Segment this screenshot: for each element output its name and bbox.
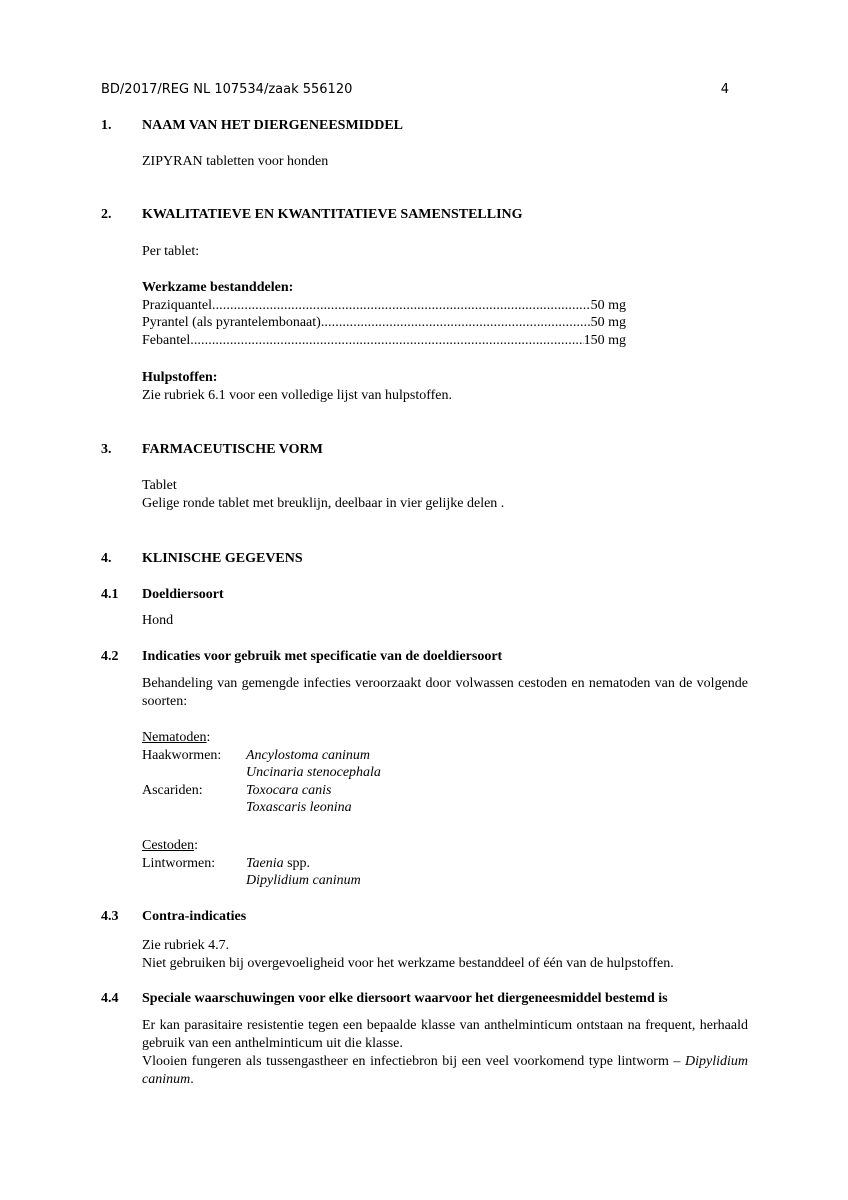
worm-row [142, 747, 748, 765]
section-number: 4. [101, 551, 112, 566]
ingredient-amount: 50 mg [590, 315, 626, 330]
leader-dots [321, 314, 591, 332]
worm-row [142, 799, 748, 817]
species-name: Dipylidium caninum [246, 873, 361, 888]
cestodes-list: Cestoden: Lintwormen: Taenia spp. Dipylidium caninum [142, 837, 748, 890]
form-description: Gelige ronde tablet met breuklijn, deelbaar in vier gelijke delen . [142, 495, 505, 511]
contraindications-text [142, 937, 748, 972]
section-number: 1. [101, 118, 112, 133]
species-name: Toxascaris leonina [246, 800, 352, 815]
excipients-text: Zie rubriek 6.1 voor een volledige lijst van hulpstoffen. [142, 387, 453, 403]
section-number: 4.2 [101, 649, 119, 664]
leader-dots [190, 332, 583, 350]
worm-label: Ascariden: [142, 782, 203, 798]
leader-dots [212, 297, 591, 315]
species-name: Toxocara canis [246, 782, 332, 798]
worm-row [142, 855, 748, 873]
section-title: KLINISCHE GEGEVENS [142, 551, 303, 566]
section-title: Indicaties voor gebruik met specificatie van de doeldiersoort [142, 649, 503, 664]
worm-row [142, 782, 748, 800]
section-number: 4.4 [101, 991, 119, 1006]
excipients [142, 369, 748, 404]
warnings-paragraph-1: Er kan parasitaire resistentie tegen een bepaalde klasse van anthelminticum ontstaan na frequent, herhaald gebruik van een anthelminticum uit die klasse. [142, 1018, 748, 1051]
active-ingredients-heading: Werkzame bestanddelen: [142, 280, 294, 295]
target-species: Hond [142, 613, 174, 628]
ingredient-name: Praziquantel [142, 297, 212, 313]
section-title: Speciale waarschuwingen voor elke diersoort waarvoor het diergeneesmiddel bestemd is [142, 991, 668, 1006]
species-name: Uncinaria stenocephala [246, 765, 381, 780]
active-ingredients [142, 279, 748, 349]
form-line: Tablet [142, 478, 177, 493]
pharmaceutical-form [142, 477, 748, 512]
ingredient-amount: 150 mg [583, 332, 626, 348]
section-number: 3. [101, 442, 112, 457]
worm-row [142, 872, 748, 890]
cestodes-heading: Cestoden [142, 838, 195, 853]
ingredient-name: Pyrantel (als pyrantelembonaat) [142, 315, 321, 330]
warnings-text: Vlooien fungeren als tussengastheer en infectiebron bij een veel voorkomend type lintworm – [142, 1054, 681, 1069]
nematodes-heading: Nematoden [142, 730, 207, 745]
ingredient-amount: 50 mg [590, 297, 626, 313]
section-number: 4.3 [101, 909, 119, 924]
page-number: 4 [720, 82, 729, 97]
worm-label: Lintwormen: [142, 855, 216, 871]
contraindication-line: Zie rubriek 4.7. [142, 938, 230, 953]
section-title: NAAM VAN HET DIERGENEESMIDDEL [142, 118, 403, 133]
section-title: Contra-indicaties [142, 909, 247, 924]
excipients-heading: Hulpstoffen: [142, 370, 218, 385]
species-name: Ancylostoma caninum [246, 747, 371, 763]
warnings-paragraph-2 [142, 1053, 748, 1088]
section-title: Doeldiersoort [142, 587, 224, 602]
ingredient-row [142, 314, 626, 332]
section-title: FARMACEUTISCHE VORM [142, 442, 323, 457]
sentence-end: . [190, 1071, 194, 1087]
species-name: Dipylidium caninum [142, 1054, 749, 1087]
product-name: ZIPYRAN tabletten voor honden [142, 154, 329, 169]
species-name: Taenia [246, 855, 284, 871]
section-number: 4.1 [101, 587, 119, 602]
ingredient-name: Febantel [142, 332, 191, 348]
species-suffix: spp. [283, 855, 311, 871]
reference-number: BD/2017/REG NL 107534/zaak 556120 [101, 82, 353, 97]
worm-label: Haakwormen: [142, 747, 222, 763]
section-number: 2. [101, 207, 112, 222]
nematodes-list: Nematoden: Haakwormen: Ancylostoma caninum Uncinaria stenocephala Ascariden: Toxocara canis Toxascaris leonina [142, 729, 748, 817]
per-tablet-text: Per tablet: [142, 244, 200, 259]
contraindication-line: Niet gebruiken bij overgevoeligheid voor het werkzame bestanddeel of één van de hulpstoffen. [142, 955, 674, 971]
ingredient-row [142, 297, 626, 315]
ingredient-row [142, 332, 626, 350]
indications-text: Behandeling van gemengde infecties veroorzaakt door volwassen cestoden en nematoden van de volgende soorten: [142, 676, 748, 709]
section-title: KWALITATIEVE EN KWANTITATIEVE SAMENSTELLING [142, 207, 523, 222]
worm-row [142, 764, 748, 782]
